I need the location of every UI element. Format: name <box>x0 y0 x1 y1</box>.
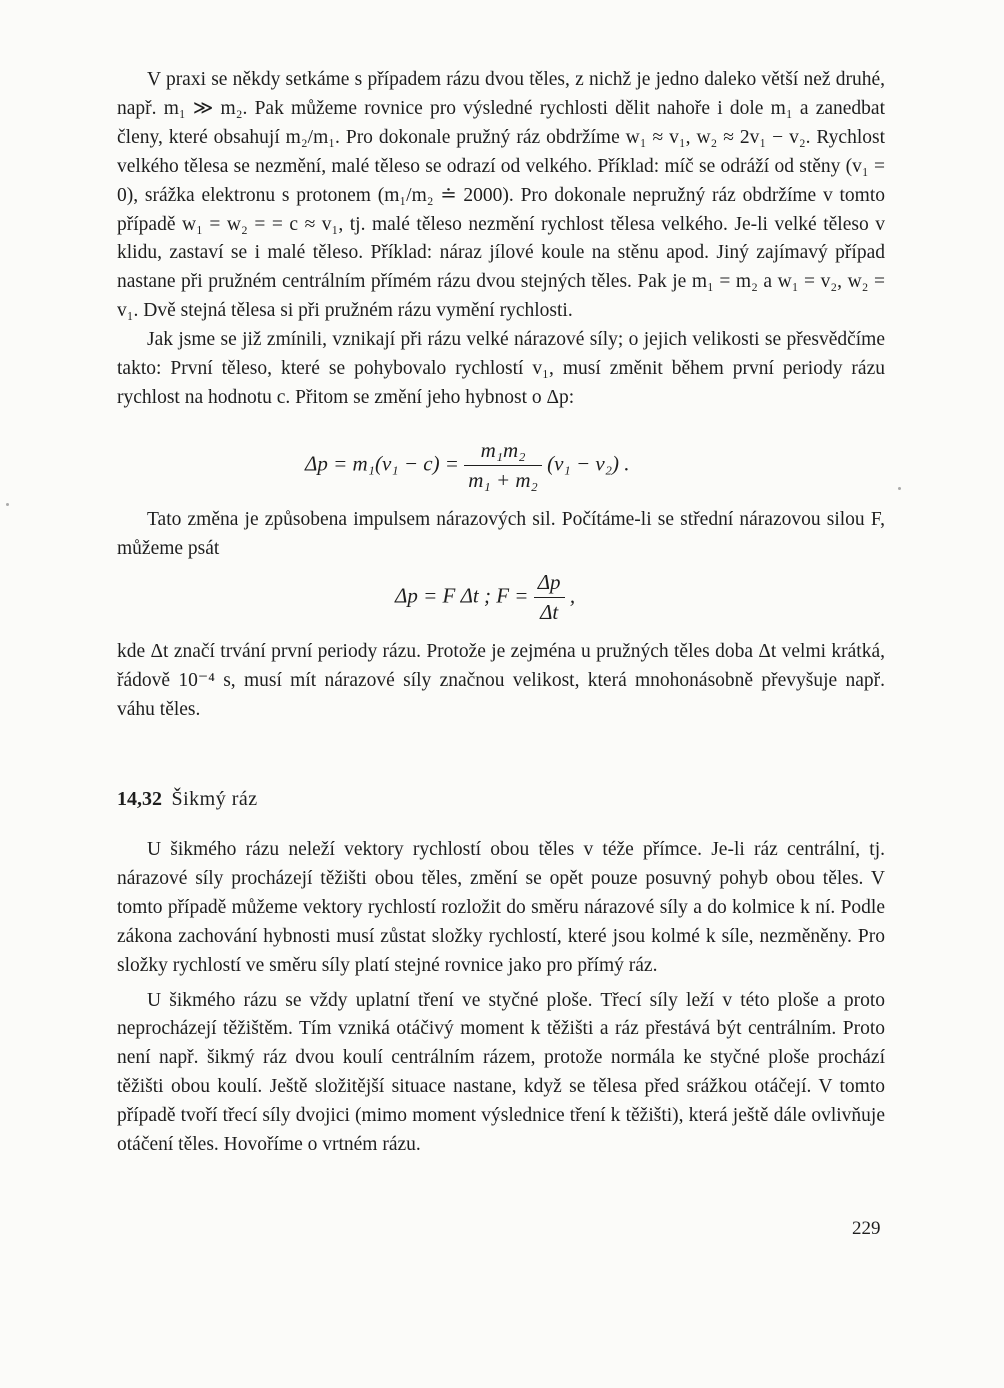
page-number: 229 <box>852 1218 881 1239</box>
scan-speck <box>898 487 901 490</box>
section-heading <box>117 788 258 811</box>
equation2-rhs: , <box>569 583 576 608</box>
paragraph-oblique-impact: U šikmého rázu neleží vektory rychlostí obou těles v téže přímce. Je-li ráz centrální, tj. nárazové síly procházejí těžišti obou těles, změní se opět pouze posuvný pohyb obou těles. V tomto případě můžeme vektory rychlostí rozložit do směru nárazové síly a do kolmice k ní. Podle zákona zachování hybnosti musí zůstat složky rychlostí, které jsou kolmé k síle, nezměněny. Pro složky rychlostí ve směru síly platí stejné rovnice jako pro přímý ráz. <box>117 839 885 976</box>
equation-mean-force <box>395 570 575 625</box>
equation1-numerator: m₁m₂ <box>464 438 542 466</box>
mid-text <box>117 506 885 564</box>
equation1-rhs: (v₁ − v₂) . <box>547 451 630 476</box>
equation2-numerator: Δp <box>534 570 565 598</box>
equation-momentum-change <box>305 438 630 493</box>
paragraph-duration: kde Δt značí trvání první periody rázu. Protože je zejména u pružných těles doba Δt velmi krátká, řádově 10⁻⁴ s, musí mít nárazové síly značnou velikost, která mnohonásobně převyšuje např. váhu těles. <box>117 641 885 720</box>
equation1-fraction <box>464 438 542 493</box>
paragraph-collision-large-mass: V praxi se někdy setkáme s případem rázu dvou těles, z nichž je jedno daleko větší než druhé, např. m₁ ≫ m₂. Pak můžeme rovnice pro výsledné rychlosti dělit nahoře i dole m₁ a zanedbat členy, které obsahují m₂/m₁. Pro dokonale pružný ráz obdržíme w₁ ≈ v₁, w₂ ≈ 2v₁ − v₂. Rychlost velkého tělesa se nezmění, malé těleso se odrazí od velkého. Příklad: míč se odráží od stěny (v₁ = 0), srážka elektronu s protonem (m₁/m₂ ≐ 2000). Pro dokonale nepružný ráz obdržíme v tomto případě w₁ = w₂ = = c ≈ v₁, tj. malé těleso nezmění rychlost tělesa velkého. Je-li velké těleso v klidu, zastaví se i malé těleso. Příklad: náraz jílové koule na stěnu apod. Jiný zajímavý případ nastane při pružném centrálním přímém rázu dvou stejných těles. Pak je m₁ = m₂ a w₁ = v₂, w₂ = v₁. Dvě stejná tělesa si při pružném rázu vymění rychlosti. <box>117 69 885 322</box>
section-title: Šikmý ráz <box>171 788 258 810</box>
equation1-lhs: Δp = m₁(v₁ − c) = <box>305 451 459 476</box>
equation2-fraction <box>534 570 565 625</box>
scan-speck <box>6 503 9 506</box>
equation2-lhs: Δp = F Δt ; F = <box>395 583 529 608</box>
equation1-denominator: m₁ + m₂ <box>468 468 538 492</box>
after-text <box>117 638 885 725</box>
paragraph-impulse: Tato změna je způsobena impulsem nárazových sil. Počítáme-li se střední nárazovou silou F, můžeme psát <box>117 509 885 559</box>
section-text <box>117 836 885 1160</box>
intro-text <box>117 66 885 413</box>
paragraph-impact-forces: Jak jsme se již zmínili, vznikají při rázu velké nárazové síly; o jejich velikosti se přesvědčíme takto: První těleso, které se pohybovalo rychlostí v₁, musí změnit během první periody rázu rychlost na hodnotu c. Přitom se změní jeho hybnost o Δp: <box>117 329 885 408</box>
paragraph-friction: U šikmého rázu se vždy uplatní tření ve styčné ploše. Třecí síly leží v této ploše a proto neprocházejí těžištěm. Tím vzniká otáčivý moment k těžišti a ráz přestává být centrálním. Proto není např. šikmý ráz dvou koulí centrálním rázem, protože normála ke styčné ploše prochází těžišti obou koulí. Ještě složitější situace nastane, když se tělesa před srážkou otáčejí. V tomto případě tvoří třecí síly dvojici (mimo moment výslednice tření k těžišti), která ještě dále ovlivňuje otáčení těles. Hovoříme o vrtném rázu. <box>117 989 885 1156</box>
equation2-denominator: Δt <box>540 600 559 624</box>
section-number: 14,32 <box>117 788 162 810</box>
